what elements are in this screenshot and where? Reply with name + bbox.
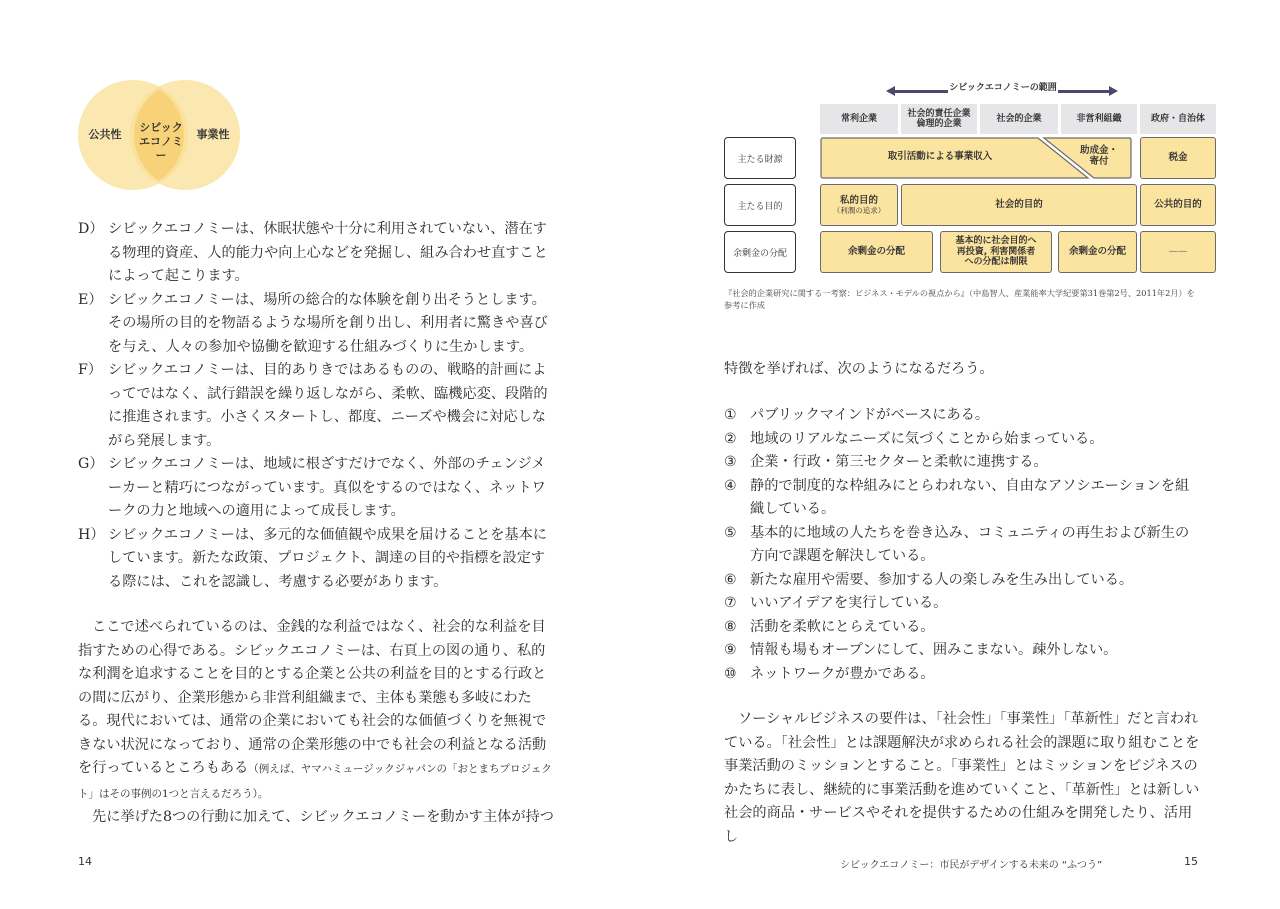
page-number-right: 15 bbox=[1184, 855, 1198, 868]
list-text: シビックエコノミーは、休眠状態や十分に利用されていない、潜在する物理的資産、人的能力や向上心などを発掘し、組み合わせ直すことによって起こります。 bbox=[108, 221, 548, 284]
list-item bbox=[78, 289, 558, 360]
column-header: 常利企業 bbox=[820, 104, 898, 134]
revenue-main-label: 取引活動による事業収入 bbox=[887, 151, 993, 162]
cell-text: —— bbox=[1168, 246, 1188, 258]
list-text: 企業・行政・第三セクターと柔軟に連携する。 bbox=[750, 454, 1048, 470]
row-label: 主たる財源 bbox=[724, 137, 796, 179]
list-text: シビックエコノミーは、多元的な価値観や成果を届けることを基本にしています。新たな政策、プロジェクト、調達の目的や指標を設定する際には、これを認識し、考慮する必要があります。 bbox=[108, 526, 547, 590]
column-header: 社会的企業 bbox=[980, 104, 1058, 134]
page-number-left: 14 bbox=[78, 855, 92, 868]
cell-text: 社会的目的 bbox=[995, 199, 1043, 211]
venn-diagram bbox=[78, 80, 240, 190]
list-marker: ⑨ bbox=[724, 642, 737, 658]
cell-text: 税金 bbox=[1168, 152, 1188, 164]
list-item bbox=[724, 522, 1200, 569]
list-text: いいアイデアを実行している。 bbox=[750, 595, 948, 611]
list-text: 地域のリアルなニーズに気づくことから始まっている。 bbox=[750, 430, 1104, 447]
cell-text: 公共的目的 bbox=[1154, 199, 1202, 211]
paragraph-main: ここで述べられているのは、金銭的な利益ではなく、社会的な利益を目指すための心得である。シビックエコノミーは、右頁上の図の通り、私的な利潤を追求することを目的とする企業と公共の利益を目的とする行政との間に広がり、企業形態から非営利組織まで、主体も業態も多岐にわたる。現代においては、通常の企業においても社会的な価値づくりを無視できない状況になっており、通常の企業形態の中でも社会の利益となる活動を行っているところもある bbox=[78, 619, 547, 776]
list-marker: F） bbox=[78, 362, 103, 378]
column-header: 政府・自治体 bbox=[1140, 104, 1216, 134]
purpose-social-cell bbox=[901, 184, 1137, 226]
list-text: 情報も場もオープンにして、囲みこまない。疎外しない。 bbox=[750, 642, 1118, 658]
cell-subtext: （利潤の追求） bbox=[832, 206, 886, 216]
list-item bbox=[78, 453, 558, 524]
list-marker: ⑩ bbox=[724, 665, 737, 682]
list-marker: ③ bbox=[724, 454, 737, 470]
list-marker: ⑤ bbox=[724, 524, 737, 541]
paragraph: ソーシャルビジネスの要件は、「社会性」「事業性」「革新性」だと言われている。「社会性」とは課題解決が求められる社会的課題に取り組むことを事業活動のミッションとすること。「事業性」とはミッションをビジネスのかたちに表し、継続的に事業活動を進めていくこと、「革新性」とは新しい社会的商品・サービスやそれを提供するための仕組みを開発したり、活用し bbox=[724, 711, 1200, 845]
list-text: 静的で制度的な枠組みにとらわれない、自由なアソシエーションを組織している。 bbox=[750, 477, 1190, 517]
cell-text: 余剰金の分配 bbox=[847, 246, 905, 258]
right-page bbox=[640, 0, 1280, 909]
revenue-tax-cell bbox=[1140, 137, 1216, 179]
civic-economy-diagram bbox=[724, 80, 1205, 276]
cell-text: 私的目的 bbox=[839, 194, 878, 206]
behavior-list bbox=[78, 218, 558, 594]
column-header: 非営利組織 bbox=[1061, 104, 1137, 134]
purpose-public-cell bbox=[1140, 184, 1216, 226]
distribution-right-cell bbox=[1058, 231, 1137, 273]
list-marker: E） bbox=[78, 291, 103, 308]
list-text: ネットワークが豊かである。 bbox=[750, 665, 935, 682]
list-marker: ④ bbox=[724, 477, 737, 494]
list-marker: G） bbox=[78, 456, 104, 472]
paragraph-note: （例えば、ヤマハミュージックジャパンの「おとまちプロジェクト」はその事例の1つと言えるだろう）。 bbox=[78, 763, 552, 800]
list-item bbox=[78, 218, 558, 289]
paragraph bbox=[78, 616, 558, 806]
list-marker: H） bbox=[78, 526, 105, 543]
list-item bbox=[78, 359, 558, 453]
list-item bbox=[724, 569, 1200, 593]
list-item bbox=[78, 524, 558, 595]
row-label: 主たる目的 bbox=[724, 184, 796, 226]
purpose-private-cell bbox=[820, 184, 898, 226]
list-text: パブリックマインドがベースにある。 bbox=[750, 407, 990, 423]
list-marker: ⑦ bbox=[724, 595, 737, 611]
list-item bbox=[724, 451, 1200, 475]
cell-text: 基本的に社会目的へ 再投資, 利害関係者 への分配は制限 bbox=[955, 235, 1037, 268]
feature-list bbox=[724, 404, 1200, 686]
list-marker: ⑥ bbox=[724, 571, 737, 588]
column-header: 社会的責任企業 倫理的企業 bbox=[901, 104, 977, 134]
revenue-grant-label: 助成金・ 寄付 bbox=[1079, 145, 1118, 168]
list-marker: ② bbox=[724, 430, 737, 447]
list-item bbox=[724, 639, 1200, 663]
paragraph: 先に挙げた8つの行動に加えて、シビックエコノミーを動かす主体が持つ bbox=[92, 809, 554, 825]
list-item bbox=[724, 663, 1200, 687]
row-label: 余剰金の分配 bbox=[724, 231, 796, 273]
list-text: 新たな雇用や需要、参加する人の楽しみを生み出している。 bbox=[750, 571, 1134, 588]
list-marker: ⑧ bbox=[724, 618, 737, 635]
venn-label-public: 公共性 bbox=[88, 128, 122, 141]
revenue-split-cell bbox=[820, 137, 1132, 179]
right-body-text bbox=[724, 708, 1200, 849]
list-item bbox=[724, 475, 1200, 522]
venn-label-business: 事業性 bbox=[196, 128, 230, 141]
list-text: 基本的に地域の人たちを巻き込み、コミュニティの再生および新生の方向で課題を解決している。 bbox=[750, 524, 1190, 564]
diagram-caption: 『社会的企業研究に関する一考察：ビジネス・モデルの視点から』（中島智人、産業能率大学紀要第31巻第2号、2011年2月）を参考に作成 bbox=[724, 288, 1195, 311]
list-item bbox=[724, 428, 1200, 452]
list-marker: D） bbox=[78, 221, 104, 237]
list-item bbox=[724, 404, 1200, 428]
distribution-middle-cell bbox=[940, 231, 1052, 273]
list-text: シビックエコノミーは、目的ありきではあるものの、戦略的計画によってではなく、試行錯誤を繰り返しながら、柔軟、臨機応変、段階的に推進されます。小さくスタートし、都度、ニーズや機会に対応しながら発展します。 bbox=[108, 362, 548, 449]
list-text: シビックエコノミーは、場所の総合的な体験を創り出そうとします。その場所の目的を物語るような場所を創り出し、利用者に驚きや喜びを与え、人々の参加や協働を歓迎する仕組みづくりに生かします。 bbox=[108, 291, 548, 355]
arrow-right-icon bbox=[1109, 86, 1118, 96]
list-text: 活動を柔軟にとらえている。 bbox=[750, 618, 935, 635]
list-item bbox=[724, 616, 1200, 640]
running-title: シビックエコノミー：市民がデザインする未来の “ふつう” bbox=[840, 860, 1103, 871]
arrow-left-icon bbox=[886, 86, 895, 96]
list-marker: ① bbox=[724, 407, 737, 423]
left-body-text bbox=[78, 616, 558, 830]
distribution-gov-cell bbox=[1140, 231, 1216, 273]
list-text: シビックエコノミーは、地域に根ざすだけでなく、外部のチェンジメーカーと精巧につながっています。真似をするのではなく、ネットワークの力と地域への適用によって成長します。 bbox=[108, 456, 546, 519]
intro-text: 特徴を挙げれば、次のようになるだろう。 bbox=[724, 361, 994, 377]
list-item bbox=[724, 592, 1200, 616]
cell-text: 余剰金の分配 bbox=[1068, 246, 1126, 258]
venn-label-center: シビック エコノミー bbox=[139, 121, 183, 162]
distribution-left-cell bbox=[820, 231, 933, 273]
range-label: シビックエコノミーの範囲 bbox=[948, 80, 1058, 96]
